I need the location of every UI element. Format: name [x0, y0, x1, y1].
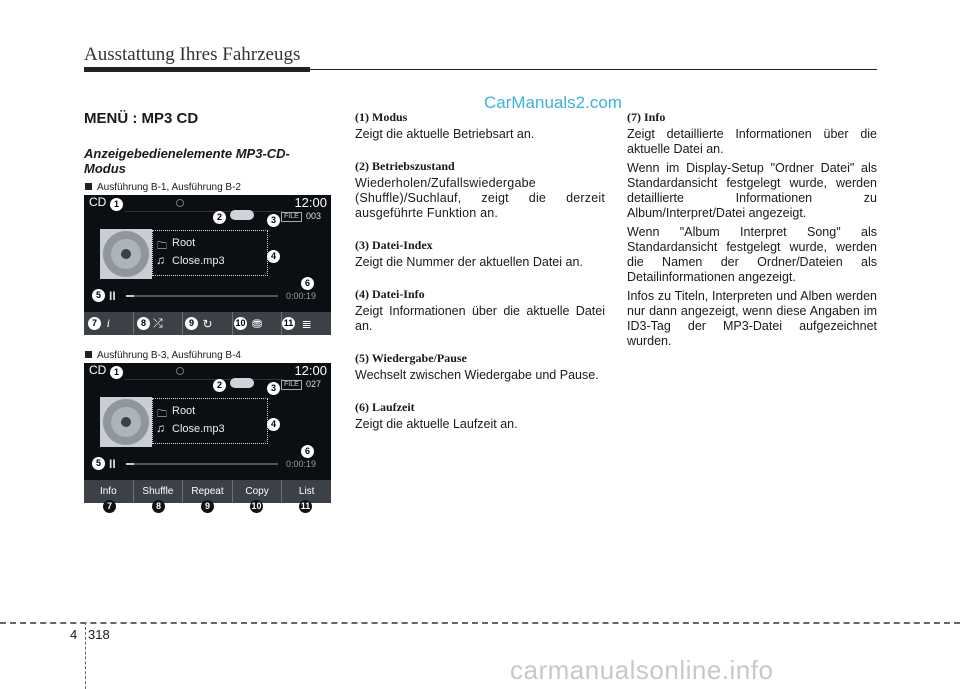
bullet-square-icon	[85, 183, 92, 190]
item-heading: (5) Wiedergabe/Pause	[355, 351, 467, 365]
divider	[124, 379, 284, 380]
callout-5: 5	[92, 457, 105, 470]
cd-disc-icon	[100, 229, 152, 279]
item-text: Zeigt die aktuelle Betriebsart an.	[355, 127, 535, 141]
folder-name: Root	[172, 237, 196, 249]
item-text: Wenn "Album Interpret Song" als Standardansicht festgelegt wurde, werden die Namen der Ordner/Dateien als Detailinformationen angezeigt.	[627, 225, 877, 284]
folder-icon: 🗀	[157, 409, 167, 420]
footer-rule	[0, 622, 960, 624]
callout-5: 5	[92, 289, 105, 302]
divider	[124, 211, 284, 212]
shuffle-icon[interactable]: ⤮	[134, 312, 184, 335]
file-badge: FILE	[281, 212, 302, 222]
progress-fill	[126, 463, 134, 465]
music-note-icon: ♫	[156, 421, 165, 435]
callout-3: 3	[267, 214, 280, 227]
item-text: Zeigt detaillierte Informationen über die aktuelle Datei an.	[627, 127, 877, 156]
list-button[interactable]: List	[298, 486, 315, 497]
section-subtitle: Anzeigebedienelemente MP3-CD-Modus	[84, 146, 290, 176]
variant-2-label-text: Ausführung B-3, Ausführung B-4	[97, 350, 241, 361]
status-dot-icon	[176, 199, 184, 207]
item-heading: (2) Betriebszustand	[355, 159, 455, 173]
header-title: Ausstattung Ihres Fahrzeugs	[84, 44, 301, 65]
watermark-bottom[interactable]: carmanualsonline.info	[510, 655, 774, 685]
callout-7: 7	[88, 317, 101, 330]
footer-vertical-rule	[85, 622, 87, 689]
mp3-screen-variant-1	[84, 195, 331, 335]
repeat-button[interactable]: Repeat	[183, 480, 233, 503]
info-button[interactable]: Info	[84, 480, 134, 503]
item-heading: (7) Info	[627, 110, 666, 124]
callout-9: 9	[185, 317, 198, 330]
playback-state-icon	[230, 210, 254, 220]
callout-11: 11	[300, 501, 311, 511]
item-text: Zeigt die aktuelle Laufzeit an.	[355, 417, 518, 431]
playback-state-icon	[230, 378, 254, 388]
header-rule	[84, 67, 310, 72]
callout-6: 6	[301, 277, 314, 290]
mode-label: CD	[89, 363, 107, 377]
variant-1-label	[85, 182, 241, 193]
file-index: 003	[306, 211, 322, 221]
callout-10: 10	[251, 501, 262, 511]
section-title: MENÜ : MP3 CD	[84, 110, 199, 127]
file-index: 027	[306, 379, 322, 389]
bullet-square-icon	[85, 351, 92, 358]
clock: 12:00	[294, 195, 327, 210]
progress-bar[interactable]	[126, 463, 278, 465]
callout-8: 8	[152, 500, 165, 513]
file-badge: FILE	[281, 380, 302, 390]
folder-name: Root	[172, 405, 196, 417]
callout-3: 3	[267, 382, 280, 395]
callout-11: 11	[283, 318, 294, 328]
item-text: Wenn im Display-Setup "Ordner Datei" als Standardansicht festgelegt wurde, werden detaillierte Informationen zu Album/Interpret/Datei angezeigt.	[627, 161, 877, 220]
pause-icon[interactable]: II	[109, 457, 116, 471]
callout-4: 4	[267, 418, 280, 431]
copy-icon[interactable]: ⛃	[233, 312, 283, 335]
item-text: Infos zu Titeln, Interpreten und Alben werden nur dann angezeigt, wenn diese Angaben im ID3-Tag der MP3-Datei aufgezeichnet wurden.	[627, 289, 877, 348]
callout-8: 8	[137, 317, 150, 330]
repeat-icon[interactable]: ↻	[183, 312, 233, 335]
chapter-number: 4	[70, 627, 78, 642]
mp3-screen-variant-2	[84, 363, 331, 503]
info-icon[interactable]: i	[84, 312, 134, 335]
callout-1: 1	[110, 198, 123, 211]
page-number: 318	[88, 627, 110, 642]
callout-4: 4	[267, 250, 280, 263]
clock: 12:00	[294, 363, 327, 378]
copy-button[interactable]: Copy	[233, 480, 283, 503]
progress-fill	[126, 295, 134, 297]
elapsed-time: 0:00:19	[286, 291, 317, 301]
file-info-box	[152, 398, 268, 444]
header-rule-thin	[310, 69, 877, 70]
item-text: Zeigt die Nummer der aktuellen Datei an.	[355, 255, 583, 269]
callout-2: 2	[213, 211, 226, 224]
file-name: Close.mp3	[172, 255, 225, 267]
folder-icon: 🗀	[157, 241, 167, 252]
pause-icon[interactable]: II	[109, 289, 116, 303]
file-info-box	[152, 230, 268, 276]
variant-1-label-text: Ausführung B-1, Ausführung B-2	[97, 182, 241, 193]
elapsed-time: 0:00:19	[286, 459, 317, 469]
description-column-2	[627, 110, 877, 353]
music-note-icon: ♫	[156, 253, 165, 267]
callout-10: 10	[235, 318, 246, 328]
progress-bar[interactable]	[126, 295, 278, 297]
watermark-top[interactable]: CarManuals2.com	[484, 93, 622, 112]
variant-2-label	[85, 350, 241, 361]
list-icon[interactable]: ≣	[301, 316, 312, 331]
callout-1: 1	[110, 366, 123, 379]
callout-2: 2	[213, 379, 226, 392]
item-heading: (3) Datei-Index	[355, 238, 433, 252]
callout-9: 9	[201, 500, 214, 513]
shuffle-button[interactable]: Shuffle	[134, 480, 184, 503]
callout-7: 7	[103, 500, 116, 513]
mode-label: CD	[89, 195, 107, 209]
item-text: Wiederholen/Zufallswiedergabe (Shuffle)/Suchlauf, zeigt die derzeit ausgeführte Funktion an.	[355, 176, 605, 220]
callout-6: 6	[301, 445, 314, 458]
status-dot-icon	[176, 367, 184, 375]
item-text: Wechselt zwischen Wiedergabe und Pause.	[355, 368, 599, 382]
item-text: Zeigt Informationen über die aktuelle Datei an.	[355, 304, 605, 333]
cd-disc-icon	[100, 397, 152, 447]
description-column-1	[355, 110, 605, 432]
item-heading: (1) Modus	[355, 110, 408, 124]
item-heading: (4) Datei-Info	[355, 287, 425, 301]
file-name: Close.mp3	[172, 423, 225, 435]
item-heading: (6) Laufzeit	[355, 400, 415, 414]
